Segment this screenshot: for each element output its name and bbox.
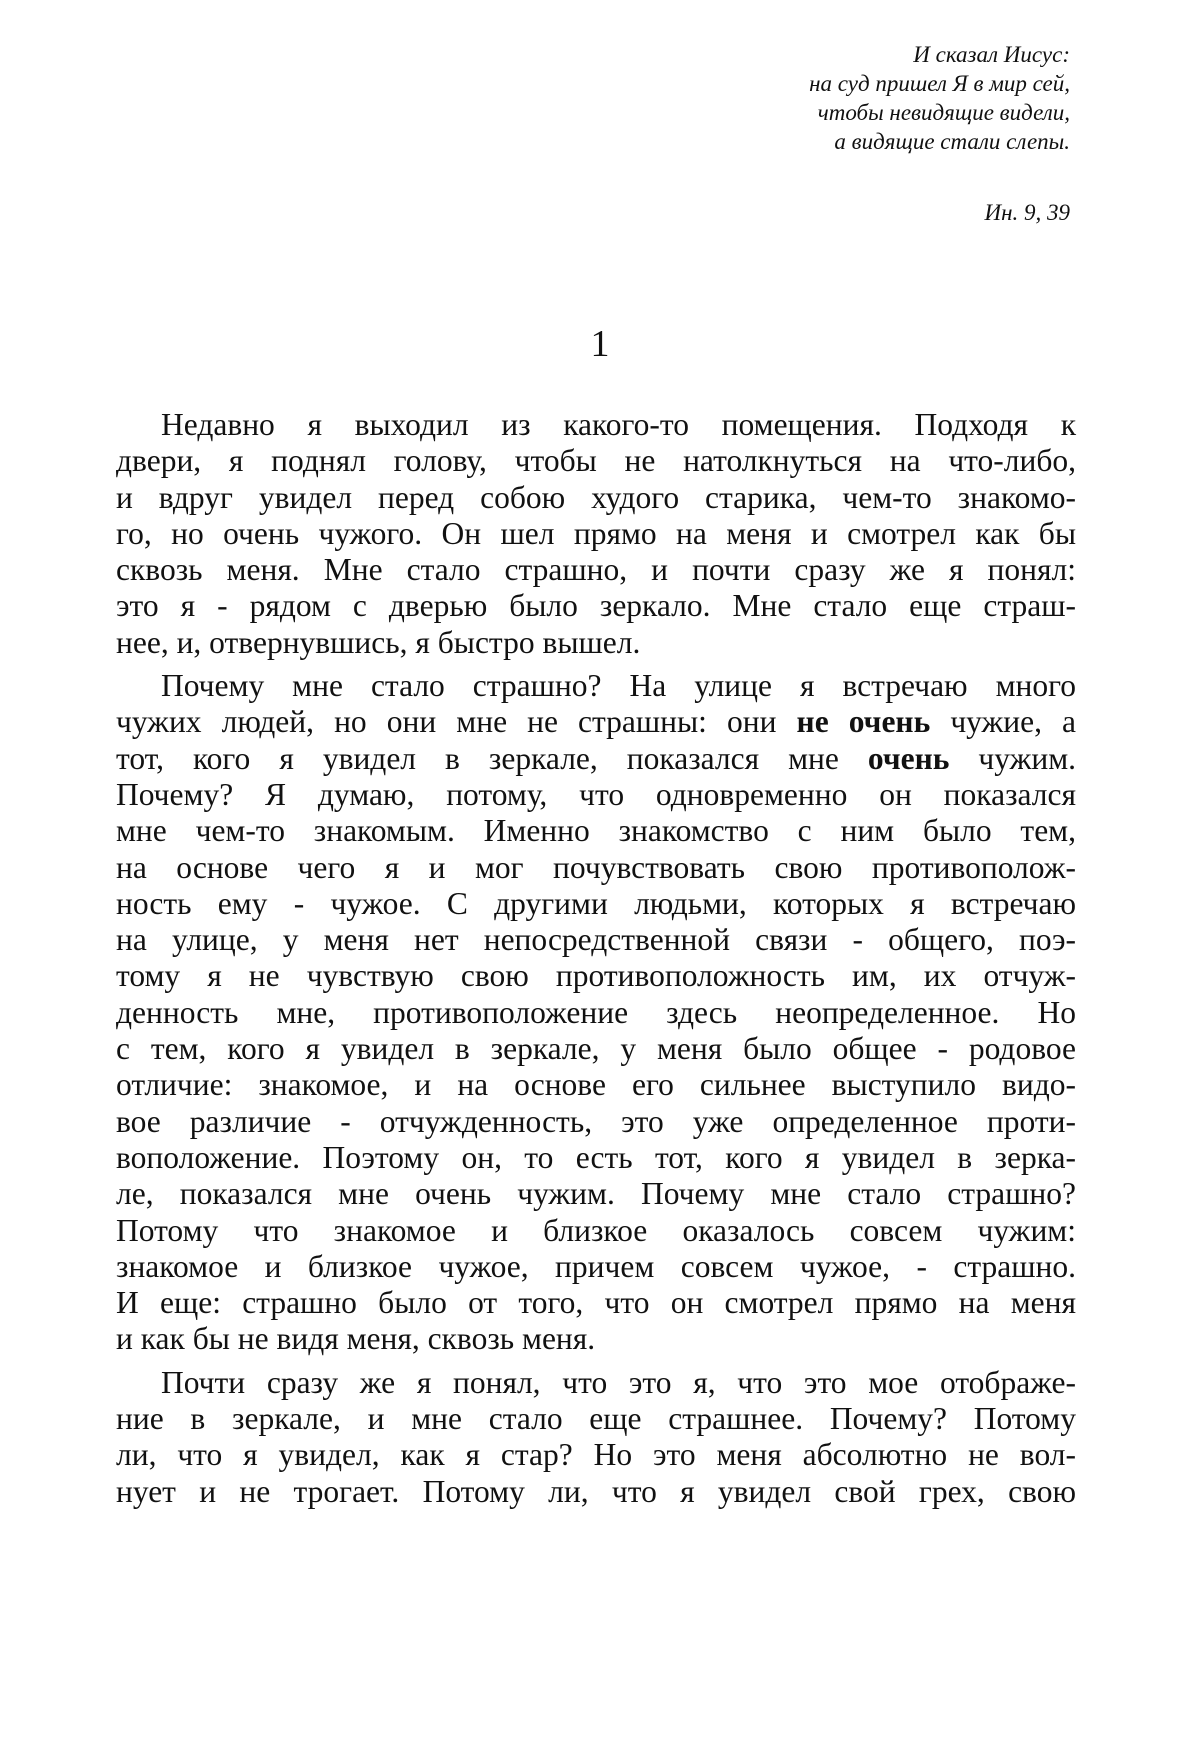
text-line: ли, что я увидел, как я стар? Но это меня абсолютно не вол-	[116, 1437, 1076, 1473]
text-line	[116, 741, 1076, 777]
body-text	[116, 407, 1076, 1517]
epigraph-line: И сказал Иисус:	[913, 42, 1070, 67]
text-line: Недавно я выходил из какого-то помещения. Подходя к	[161, 407, 1076, 442]
text-line: Почему? Я думаю, потому, что одновременно он показался	[116, 776, 1076, 812]
text-line: отличие: знакомое, и на основе его сильнее выступило видо-	[116, 1067, 1076, 1103]
text-line: денность мне, противоположение здесь неопределенное. Но	[116, 994, 1076, 1030]
epigraph	[550, 40, 1070, 156]
emphasis-text: не очень	[796, 704, 931, 740]
text-line: Почему мне стало страшно? На улице я встречаю много	[161, 668, 1076, 704]
epigraph-line: а видящие стали слепы.	[834, 129, 1070, 154]
text-line: воположение. Поэтому он, то есть тот, кого я увидел в зерка-	[116, 1139, 1076, 1175]
text-fragment: чужим.	[978, 740, 1077, 776]
text-fragment: чужих людей, но они мне не страшны: они	[116, 704, 777, 740]
paragraph	[116, 407, 1076, 661]
text-line: на улице, у меня нет непосредственной связи - общего, поэ-	[116, 922, 1076, 958]
text-fragment: тот, кого я увидел в зеркале, показался мне	[116, 740, 839, 776]
text-line: И еще: страшно было от того, что он смотрел прямо на меня	[116, 1285, 1076, 1321]
text-line: нует и не трогает. Потому ли, что я увидел свой грех, свою	[116, 1473, 1076, 1509]
chapter-number: 1	[590, 323, 610, 365]
text-line: ность ему - чужое. С другими людьми, которых я встречаю	[116, 885, 1076, 921]
text-line: го, но очень чужого. Он шел прямо на меня и смотрел как бы	[116, 515, 1076, 551]
text-line: на основе чего я и мог почувствовать свою противополож-	[116, 849, 1076, 885]
text-line: ние в зеркале, и мне стало еще страшнее. Почему? Потому	[116, 1401, 1076, 1437]
epigraph-reference: Ин. 9, 39	[984, 200, 1070, 225]
text-line	[116, 704, 1076, 740]
text-line: знакомое и близкое чужое, причем совсем чужое, - страшно.	[116, 1248, 1076, 1284]
text-line: и вдруг увидел перед собою худого старика, чем-то знакомо-	[116, 479, 1076, 515]
epigraph-line: на суд пришел Я в мир сей,	[809, 71, 1070, 96]
paragraph	[116, 1365, 1076, 1510]
text-line: тому я не чувствую свою противоположность им, их отчуж-	[116, 958, 1076, 994]
text-line: с тем, кого я увидел в зеркале, у меня было общее - родовое	[116, 1031, 1076, 1067]
text-line: двери, я поднял голову, чтобы не натолкнуться на что-либо,	[116, 443, 1076, 479]
text-line: ле, показался мне очень чужим. Почему мне стало страшно?	[116, 1176, 1076, 1212]
text-line: сквозь меня. Мне стало страшно, и почти сразу же я понял:	[116, 552, 1076, 588]
text-fragment: чужие, а	[950, 704, 1077, 740]
text-line: это я - рядом с дверью было зеркало. Мне стало еще страш-	[116, 588, 1076, 624]
text-line: Почти сразу же я понял, что это я, что это мое отображе-	[161, 1364, 1076, 1400]
emphasis-text: очень	[867, 740, 950, 776]
text-line: вое различие - отчужденность, это уже определенное проти-	[116, 1103, 1076, 1139]
text-line: мне чем-то знакомым. Именно знакомство с ним было тем,	[116, 813, 1076, 849]
text-line: Потому что знакомое и близкое оказалось совсем чужим:	[116, 1212, 1076, 1248]
paragraph	[116, 668, 1076, 1358]
epigraph-line: чтобы невидящие видели,	[817, 100, 1070, 125]
text-line: и как бы не видя меня, сквозь меня.	[116, 1321, 596, 1357]
text-line: нее, и, отвернувшись, я быстро вышел.	[116, 624, 641, 660]
